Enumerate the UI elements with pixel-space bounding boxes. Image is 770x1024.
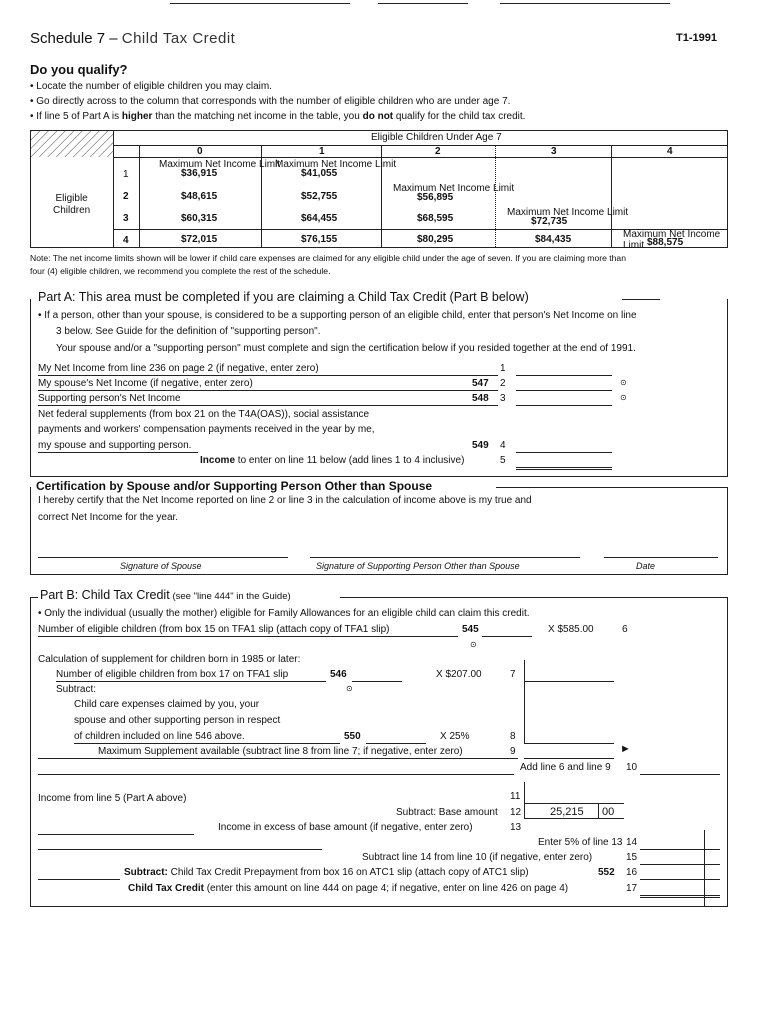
income-limit-table <box>30 130 728 251</box>
part-b-line-15: Subtract line 14 from line 10 (if negative, enter zero) <box>362 852 593 863</box>
limit-r3-c3: $72,735 <box>531 216 568 227</box>
circle-icon: ⊙ <box>620 393 627 402</box>
max-label: Maximum Net Income Limit <box>623 229 721 251</box>
line-552-input[interactable] <box>640 867 720 880</box>
qualify-heading: Do you qualify? <box>30 62 128 77</box>
max-label: Maximum Net Income Limit <box>159 159 281 170</box>
limit-r3-c1: $64,455 <box>301 213 338 224</box>
part-b-line-17: Child Tax Credit (enter this amount on line 444 on page 4; if negative, enter on line 426 on page 4) <box>128 883 569 894</box>
part-b-heading: Part B: Child Tax Credit (see "line 444" in the Guide) <box>40 588 291 602</box>
page-title: Schedule 7 – Child Tax Credit <box>30 30 236 47</box>
limit-r4-c3: $84,435 <box>535 234 572 245</box>
supporting-signature-field[interactable] <box>310 545 580 558</box>
part-b-line-6: Number of eligible children (from box 15 on TFA1 slip (attach copy of TFA1 slip) <box>38 624 390 635</box>
part-b-line-10: Add line 6 and line 9 <box>520 762 611 773</box>
limit-r2-c0: $48,615 <box>181 191 218 202</box>
line-17-input[interactable] <box>640 883 720 898</box>
part-a-heading: Part A: This area must be completed if you are claiming a Child Tax Credit (Part B below) <box>38 290 529 304</box>
row-number-1: 1 <box>123 169 129 180</box>
row-number-4: 4 <box>123 235 129 246</box>
qualify-bullet-3: • If line 5 of Part A is higher than the matching net income in the table, you do not qualify for the child tax credit. <box>30 111 526 122</box>
part-b-line-13: Income in excess of base amount (if negative, enter zero) <box>218 822 473 833</box>
part-a-input-4[interactable] <box>516 440 612 453</box>
limit-r2-c1: $52,755 <box>301 191 338 202</box>
part-b-line-7: Number of eligible children from box 17 on TFA1 slip <box>56 669 289 680</box>
hatched-corner <box>31 131 113 157</box>
limit-r2-c2: $56,895 <box>417 192 454 203</box>
part-a-line-5: Income to enter on line 11 below (add lines 1 to 4 inclusive) <box>200 455 465 466</box>
part-a-bullet: Your spouse and/or a "supporting person" must complete and sign the certification below if you resided together at the end of 1991. <box>56 343 636 354</box>
line-7-input[interactable] <box>524 669 614 682</box>
cert-text: I hereby certify that the Net Income reported on line 2 or line 3 in the calculation of income above is my true and <box>38 495 532 506</box>
part-b-line-14: Enter 5% of line 13 <box>538 837 623 848</box>
base-amount-cents: 00 <box>602 806 615 818</box>
part-a-bullet: • If a person, other than your spouse, is considered to be a supporting person of an eligible child, enter that person's Net Income on line <box>38 310 637 321</box>
part-a-input-3[interactable] <box>516 393 612 406</box>
sig-spouse-label: Signature of Spouse <box>120 561 202 571</box>
limit-r4-c0: $72,015 <box>181 234 218 245</box>
limit-r1-c1: $41,055 <box>301 168 338 179</box>
spouse-signature-field[interactable] <box>38 545 288 558</box>
part-b-line-11: Income from line 5 (Part A above) <box>38 793 187 804</box>
part-a-input-5[interactable] <box>516 455 612 470</box>
form-id: T1-1991 <box>676 32 717 44</box>
part-b-line-12: Subtract: Base amount <box>396 807 498 818</box>
part-a-input-2[interactable] <box>516 378 612 391</box>
part-a-line-4: Net federal supplements (from box 21 on the T4A(OAS)), social assistance <box>38 409 370 420</box>
part-a-line-1: My Net Income from line 236 on page 2 (if negative, enter zero) <box>38 363 319 374</box>
arrow-right-icon: ► <box>620 743 631 755</box>
line-9-input[interactable] <box>524 746 614 759</box>
line-546-input[interactable] <box>352 669 402 682</box>
col-header-0: 0 <box>197 146 203 157</box>
row-number-2: 2 <box>123 191 129 202</box>
cert-text: correct Net Income for the year. <box>38 512 179 523</box>
max-label: Maximum Net Income Limit <box>507 207 629 218</box>
date-field[interactable] <box>604 545 718 558</box>
date-label: Date <box>636 561 656 571</box>
line-10-input[interactable] <box>640 762 720 775</box>
limit-r1-c0: $36,915 <box>181 168 218 179</box>
line-14-input[interactable] <box>640 837 720 850</box>
supplement-heading: Calculation of supplement for children born in 1985 or later: <box>38 654 301 665</box>
line-11-input[interactable] <box>524 791 624 804</box>
max-label: Maximum Net Income Limit <box>393 183 515 194</box>
circle-icon: ⊙ <box>620 378 627 387</box>
line-545-input[interactable] <box>482 624 532 637</box>
table-note: Note: The net income limits shown will be lower if child care expenses are claimed for any eligible child under the age of seven. If you are claiming more than <box>30 253 626 263</box>
limit-r4-c1: $76,155 <box>301 234 338 245</box>
col-header-4: 4 <box>667 146 673 157</box>
limit-r3-c2: $68,595 <box>417 213 454 224</box>
line-550-input[interactable] <box>366 731 426 744</box>
row-label: Eligible Children <box>53 193 91 216</box>
limit-r4-c4: $88,575 <box>647 237 684 248</box>
line-8-input[interactable] <box>524 731 614 744</box>
qualify-bullet-1: • Locate the number of eligible children you may claim. <box>30 81 272 92</box>
col-header-3: 3 <box>551 146 557 157</box>
qualify-bullet-2: • Go directly across to the column that corresponds with the number of eligible children who are under age 7. <box>30 96 511 107</box>
col-header-2: 2 <box>435 146 441 157</box>
part-a-input-1[interactable] <box>516 363 612 376</box>
base-amount-value: 25,215 <box>550 806 584 818</box>
row-number-3: 3 <box>123 213 129 224</box>
part-b-line-16: Subtract: Child Tax Credit Prepayment from box 16 on ATC1 slip (attach copy of ATC1 slip) <box>124 867 529 878</box>
table-top-header: Eligible Children Under Age 7 <box>371 132 502 143</box>
part-b-line-9: Maximum Supplement available (subtract line 8 from line 7; if negative, enter zero) <box>98 746 463 757</box>
part-a-bullet: 3 below. See Guide for the definition of "supporting person". <box>56 326 321 337</box>
part-a-line-3: Supporting person's Net Income <box>38 393 181 404</box>
part-b-bullet: • Only the individual (usually the mother) eligible for Family Allowances for an eligible child can claim this credit. <box>38 608 530 619</box>
limit-r4-c2: $80,295 <box>417 234 454 245</box>
line-15-input[interactable] <box>640 852 720 865</box>
cert-heading: Certification by Spouse and/or Supporting Person Other than Spouse <box>36 479 433 493</box>
table-note: four (4) eligible children, we recommend you complete the rest of the schedule. <box>30 266 331 276</box>
col-header-1: 1 <box>319 146 325 157</box>
max-label: Maximum Net Income Limit <box>275 159 397 170</box>
limit-r3-c0: $60,315 <box>181 213 218 224</box>
circle-icon: ⊙ <box>470 640 477 649</box>
circle-icon: ⊙ <box>346 684 353 693</box>
part-a-line-2: My spouse's Net Income (if negative, enter zero) <box>38 378 253 389</box>
sig-supporting-label: Signature of Supporting Person Other than Spouse <box>316 561 520 571</box>
